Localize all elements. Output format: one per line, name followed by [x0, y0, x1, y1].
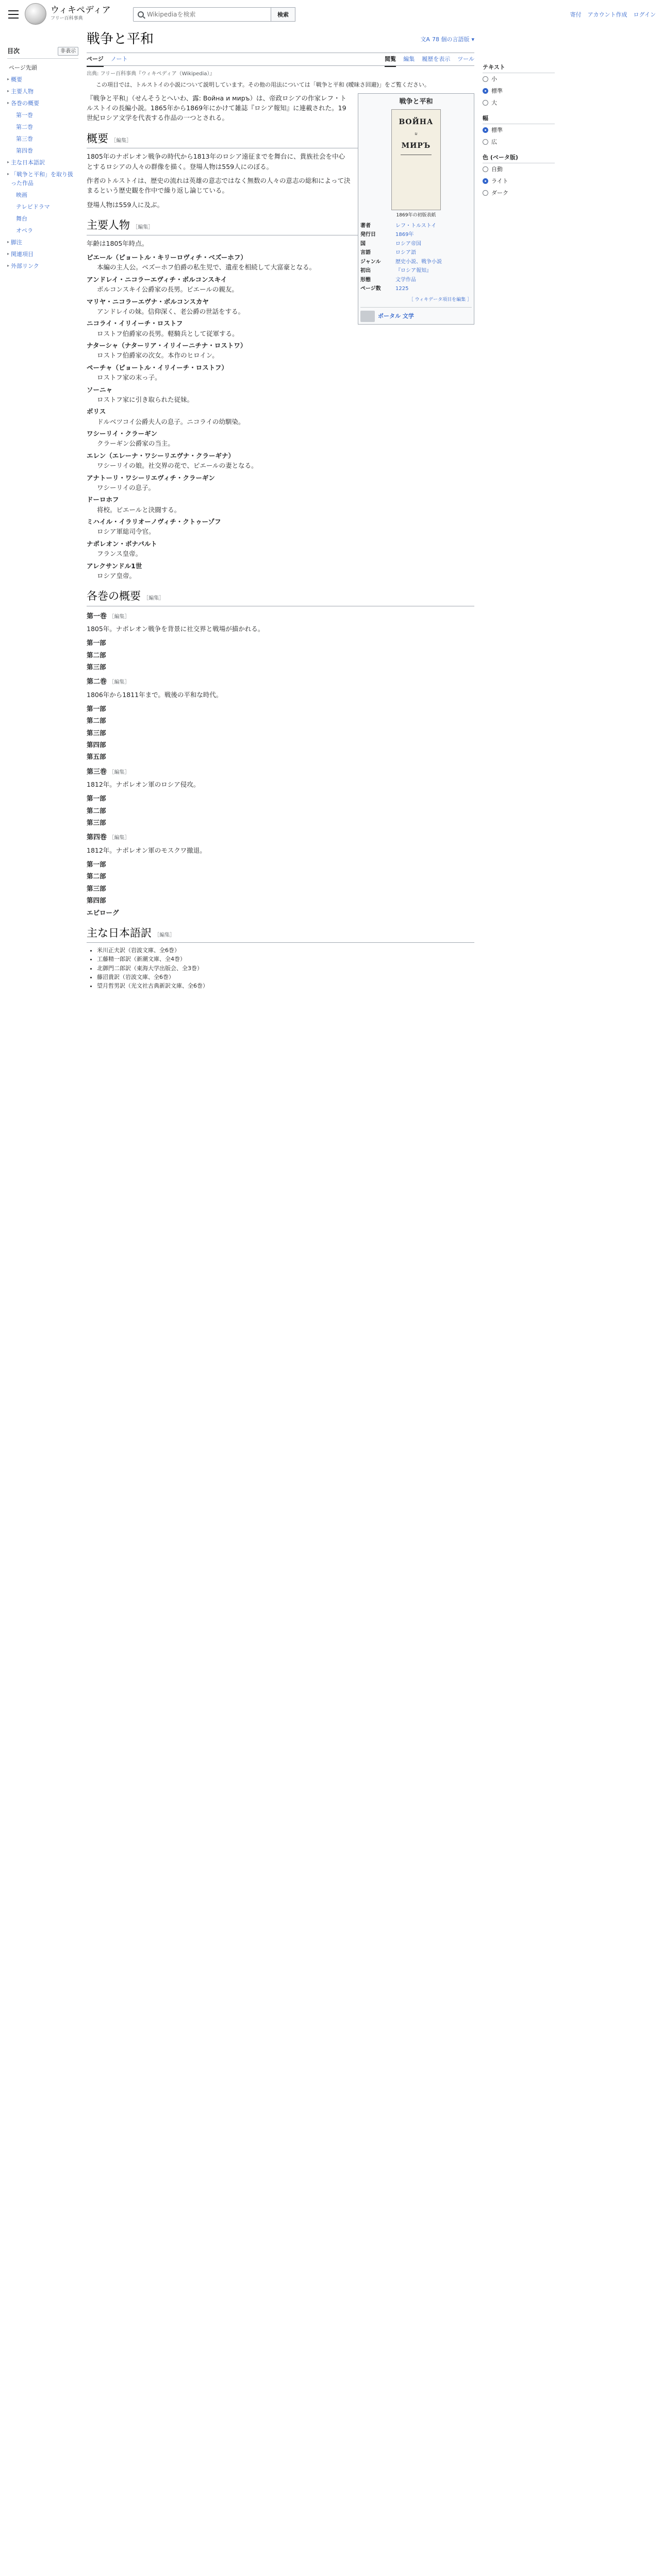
character-name: ソーニャ	[87, 385, 113, 394]
volume-part: 第三部	[87, 663, 106, 671]
infobox-row	[360, 240, 472, 249]
character-name: ボリス	[87, 408, 106, 416]
infobox-row	[360, 248, 472, 258]
toc-item-label: 舞台	[16, 215, 27, 223]
character-name: ワシーリイ・クラーギン	[87, 430, 158, 438]
volume-intro: 1812年。ナポレオン軍のモスクワ撤退。	[87, 846, 206, 854]
character-desc: アンドレイの妹。信仰深く、老公爵の世話をする。	[97, 307, 245, 315]
language-count: 78 個の言語版	[432, 36, 470, 43]
logo-tagline: フリー百科事典	[51, 16, 83, 22]
volume-list	[87, 612, 474, 918]
toc-item-label: 各巻の概要	[11, 99, 40, 107]
tab-page[interactable]: ページ	[87, 55, 104, 67]
volume-part: 第一部	[87, 704, 106, 713]
chevron-right-icon: ▸	[7, 172, 10, 177]
toc-item-label: 脚注	[11, 239, 23, 246]
edit-link[interactable]: ［編集］	[109, 769, 130, 775]
search-form	[133, 7, 295, 22]
source-note: 出典: フリー百科事典『ウィキペディア（Wikipedia）』	[87, 71, 215, 77]
hatnote: この項目では、トルストイの小説について説明しています。その他の用法については「戦争と平和 (曖昧さ回避)」をご覧ください。	[96, 81, 430, 88]
volume-part: 第二部	[87, 872, 106, 880]
character-desc: クラーギン公爵家の当主。	[97, 439, 174, 448]
character-name: アナトーリ・ワシーリエヴィチ・クラーギン	[87, 473, 215, 482]
character-name: マリヤ・ニコラーエヴナ・ボルコンスカヤ	[87, 297, 209, 306]
color-dark[interactable]: ダーク	[483, 187, 555, 199]
toc-item[interactable]	[7, 157, 78, 168]
chevron-right-icon: ▸	[7, 76, 10, 81]
infobox-value[interactable]: 歴史小説、戦争小説	[395, 259, 442, 265]
volume-heading	[87, 612, 474, 622]
article-body	[87, 70, 474, 990]
infobox-value[interactable]: ロシア帝国	[395, 241, 421, 247]
toc-item-label: 第三巻	[16, 135, 33, 142]
language-button[interactable]	[420, 35, 474, 44]
toc-item-label: 外部リンク	[11, 263, 39, 270]
infobox-key: 国	[360, 241, 366, 247]
edit-link[interactable]: ［編集］	[133, 225, 154, 231]
volume-title: 第一巻	[87, 612, 107, 620]
chevron-right-icon: ▸	[7, 159, 10, 164]
text-size-large[interactable]: 大	[483, 97, 555, 109]
volume-intro: 1805年。ナポレオン戦争を背景に社交界と戦場が描かれる。	[87, 624, 264, 633]
character-name: ナターシャ（ナターリア・イリイーニチナ・ロストワ）	[87, 342, 247, 350]
volume-part: 第二部	[87, 806, 106, 815]
overview-para: 1805年のナポレオン戦争の時代から1813年のロシア遠征までを舞台に、貴族社会を中心とするロシアの人々の群像を描く。登場人物は559人にのぼる。	[87, 152, 345, 171]
character-name: ドーロホフ	[87, 496, 119, 504]
infobox-title: 戦争と平和	[399, 97, 433, 106]
donate-link[interactable]: 寄付	[570, 11, 582, 18]
edit-link[interactable]: ［編集］	[109, 680, 130, 686]
translation-item: • 望月哲男訳（光文社古典新訳文庫、全6巻）	[97, 981, 474, 990]
portal-link[interactable]: ポータル 文学	[360, 307, 472, 322]
color-auto[interactable]: 自動	[483, 163, 555, 175]
infobox-row	[360, 266, 472, 276]
toc-item[interactable]	[7, 248, 78, 260]
cover-line-2: и	[415, 131, 418, 137]
volume-title: 第二巻	[87, 678, 107, 686]
toc-item-label: 第二巻	[16, 123, 33, 130]
volume-heading	[87, 677, 474, 687]
chevron-right-icon: ▸	[7, 88, 10, 93]
character-desc: 本編の主人公。ベズーホフ伯爵の私生児で、遺産を相続して大富豪となる。	[97, 263, 316, 272]
character-desc: ボルコンスキイ公爵家の長男。ピエールの親友。	[97, 285, 238, 294]
overview-para: 登場人物は559人に及ぶ。	[87, 200, 164, 209]
character-desc: ドルベツコイ公爵夫人の息子。ニコライの幼馴染。	[97, 417, 245, 426]
toc-sidebar	[7, 46, 78, 272]
chevron-right-icon: ▸	[7, 251, 10, 257]
chevron-right-icon: ▸	[7, 240, 10, 245]
width-standard[interactable]: 標準	[483, 124, 555, 136]
infobox-value[interactable]: 文学作品	[395, 277, 416, 283]
character-desc: ロストフ伯爵家の次女。本作のヒロイン。	[97, 351, 219, 360]
toc-item[interactable]	[7, 260, 78, 272]
section-overview-heading: 概要 ［編集］	[87, 130, 474, 149]
volume-part: エピローグ	[87, 908, 119, 917]
logo-title: ウィキペディア	[51, 5, 111, 15]
character-desc: ロシア皇帝。	[97, 571, 136, 580]
cover-caption: 1869年の初版表紙	[396, 212, 436, 218]
translate-icon: 文A	[420, 36, 430, 43]
volume-part: 第一部	[87, 639, 106, 647]
character-name: ニコライ・イリイーチ・ロストフ	[87, 319, 183, 328]
cover-image[interactable]	[391, 109, 441, 210]
toc-item-label: 第一巻	[16, 111, 33, 118]
width-wide[interactable]: 広	[483, 136, 555, 148]
text-size-standard[interactable]: 標準	[483, 85, 555, 97]
character-desc: ロシア軍総司令官。	[97, 528, 155, 536]
character-desc: ロストフ家に引き取られた従妹。	[97, 395, 194, 403]
cover-line-1: ВОЙНА	[399, 117, 434, 126]
character-name: ペーチャ（ピョートル・イリイーチ・ロストフ）	[87, 363, 228, 371]
infobox-row	[360, 258, 472, 267]
lead-paragraph: 『戦争と平和』（せんそうとへいわ、露: Война и миръ）は、帝政ロシアの作家レフ・トルストイの長編小説。1865年から1869年にかけて雑誌『ロシア報知』に連載された。19世紀ロシア文学を代表する作品の一つとされる。	[87, 94, 347, 122]
toc-item[interactable]	[7, 86, 78, 97]
toc-item[interactable]	[7, 121, 78, 133]
toc-item-label: 関連項目	[11, 251, 34, 258]
toc-item[interactable]	[7, 225, 78, 236]
toc-title: 目次	[7, 47, 20, 55]
character-desc: フランス皇帝。	[97, 550, 142, 558]
translation-item: • 藤沼貴訳（岩波文庫、全6巻）	[97, 973, 474, 981]
infobox-key: 発行日	[360, 232, 376, 238]
toc-item[interactable]	[7, 109, 78, 121]
chevron-down-icon: ▾	[471, 36, 474, 43]
wikidata-edit-link[interactable]: ［ ウィキデータ項目を編集 ］	[408, 297, 472, 302]
tab-talk[interactable]: ノート	[110, 56, 128, 62]
book-icon	[360, 311, 375, 322]
section-characters-heading: 主要人物 ［編集］	[87, 217, 474, 235]
volume-part: 第一部	[87, 860, 106, 868]
infobox-value[interactable]: レフ・トルストイ	[395, 223, 437, 229]
cover-line-3: МИРЪ	[401, 141, 431, 150]
character-desc: ワシーリイの息子。	[97, 483, 155, 492]
text-size-heading: テキスト	[483, 63, 555, 73]
toc-hide-button[interactable]: 非表示	[58, 47, 78, 56]
toc-item[interactable]	[7, 213, 78, 225]
user-links	[570, 10, 656, 19]
volume-intro: 1812年。ナポレオン軍のロシア侵攻。	[87, 780, 200, 788]
toc-item[interactable]	[7, 145, 78, 157]
chevron-right-icon: ▸	[7, 100, 10, 105]
characters-intro: 年齢は1805年時点。	[87, 239, 148, 247]
infobox-key: ジャンル	[360, 259, 381, 265]
chevron-right-icon: ▸	[7, 263, 10, 268]
title-bar	[87, 29, 474, 53]
infobox-key: 言語	[360, 250, 371, 256]
search-icon	[138, 11, 144, 18]
toc-item-label: 主要人物	[11, 88, 34, 95]
create-account-link[interactable]: アカウント作成	[587, 11, 627, 18]
edit-link[interactable]: ［編集］	[111, 138, 132, 144]
search-button[interactable]: 検索	[271, 7, 295, 22]
infobox-value[interactable]: ロシア語	[395, 250, 416, 256]
overview-para: 作者のトルストイは、歴史の流れは英雄の意志ではなく無数の人々の意志の総和によって決まるという歴史観を作中で繰り返し論じている。	[87, 176, 351, 195]
toc-item-label: 概要	[11, 76, 23, 83]
infobox-rows	[360, 222, 472, 294]
volume-heading	[87, 767, 474, 777]
toc-item-label: ページ先頭	[9, 64, 37, 71]
infobox-key: 初出	[360, 268, 371, 274]
character-name: エレン（エレーナ・ワシーリエヴナ・クラーギナ）	[87, 451, 235, 460]
toc-item[interactable]	[7, 236, 78, 248]
infobox-value[interactable]: 1225	[395, 286, 409, 292]
main-menu-button[interactable]	[7, 8, 20, 21]
toc-item-label: テレビドラマ	[16, 204, 50, 211]
toc-item[interactable]	[7, 168, 78, 189]
infobox-value[interactable]: 『ロシア報知』	[395, 268, 432, 274]
infobox-row	[360, 222, 472, 231]
site-header	[0, 0, 662, 31]
toc-item-label: 第四巻	[16, 147, 33, 154]
tab-edit[interactable]: 編集	[403, 56, 415, 62]
tab-read[interactable]: 閲覧	[385, 55, 396, 67]
wikipedia-logo[interactable]	[25, 3, 111, 25]
toc-item[interactable]	[7, 133, 78, 145]
character-desc: ロストフ家の末っ子。	[97, 374, 161, 382]
volume-title: 第三巻	[87, 768, 107, 776]
width-heading: 幅	[483, 114, 555, 124]
search-input[interactable]	[147, 11, 266, 18]
edit-link[interactable]: ［編集］	[109, 835, 130, 841]
toc-item-label: オペラ	[16, 227, 33, 234]
text-size-small[interactable]: 小	[483, 73, 555, 85]
character-name: ミハイル・イラリオーノヴィチ・クトゥーゾフ	[87, 518, 221, 526]
infobox-row	[360, 276, 472, 285]
translation-item: • 米川正夫訳（岩波文庫、全6巻）	[97, 946, 474, 955]
infobox-key: 著者	[360, 223, 371, 229]
infobox-row	[360, 230, 472, 240]
character-name: アンドレイ・ニコラーエヴィチ・ボルコンスキイ	[87, 275, 227, 283]
volume-intro: 1806年から1811年まで。戦後の平和な時代。	[87, 690, 223, 699]
section-translations-heading: 主な日本語訳 ［編集］	[87, 925, 474, 943]
globe-icon	[25, 3, 46, 25]
toc-item-label: 「戦争と平和」を取り扱った作品	[11, 171, 74, 187]
color-light[interactable]: ライト	[483, 175, 555, 187]
character-desc: 将校。ピエールと決闘する。	[97, 505, 181, 514]
infobox-key: 形態	[360, 277, 371, 283]
toc-item[interactable]	[7, 62, 78, 74]
infobox-row	[360, 284, 472, 294]
translation-list	[87, 946, 474, 990]
infobox-key: ページ数	[360, 286, 381, 292]
character-name: ピエール（ピョートル・キリーロヴィチ・ベズーホフ）	[87, 253, 247, 262]
infobox-value[interactable]: 1869年	[395, 232, 414, 238]
edit-link[interactable]: ［編集］	[154, 932, 175, 938]
volume-part: 第三部	[87, 819, 106, 827]
toc-item[interactable]	[7, 74, 78, 86]
infobox	[358, 93, 474, 325]
volume-part: 第一部	[87, 794, 106, 803]
tab-tools[interactable]: ツール	[457, 56, 474, 62]
character-desc: ワシーリイの娘。社交界の花で、ピエールの妻となる。	[97, 462, 258, 470]
page-tabs	[87, 52, 474, 66]
volume-part: 第三部	[87, 728, 106, 737]
volume-part: 第四部	[87, 741, 106, 749]
volume-part: 第三部	[87, 884, 106, 892]
login-link[interactable]: ログイン	[633, 11, 656, 18]
volume-title: 第四巻	[87, 834, 107, 842]
volume-part: 第二部	[87, 651, 106, 659]
color-heading: 色 (ベータ版)	[483, 153, 555, 163]
translation-item: • 北御門二郎訳（東海大学出版会、全3巻）	[97, 964, 474, 973]
toc-item[interactable]	[7, 97, 78, 109]
translation-item: • 工藤精一郎訳（新潮文庫、全4巻）	[97, 955, 474, 963]
appearance-panel	[483, 58, 555, 199]
toc-item-label: 映画	[16, 192, 27, 199]
tab-history[interactable]: 履歴を表示	[422, 56, 451, 62]
toc-item[interactable]	[7, 189, 78, 201]
volume-part: 第二部	[87, 717, 106, 725]
section-volumes-heading: 各巻の概要 ［編集］	[87, 588, 474, 606]
toc-item-label: 主な日本語訳	[11, 159, 45, 166]
character-name: ナポレオン・ボナパルト	[87, 539, 157, 548]
edit-link[interactable]: ［編集］	[143, 596, 164, 602]
edit-link[interactable]: ［編集］	[109, 614, 130, 620]
volume-part: 第五部	[87, 753, 106, 761]
page-title: 戦争と平和	[87, 31, 154, 46]
toc-list	[7, 62, 78, 273]
toc-item[interactable]	[7, 201, 78, 213]
volume-heading	[87, 833, 474, 843]
character-name: アレクサンドル1世	[87, 562, 142, 570]
volume-part: 第四部	[87, 896, 106, 905]
character-desc: ロストフ伯爵家の長男。軽騎兵として従軍する。	[97, 329, 239, 337]
